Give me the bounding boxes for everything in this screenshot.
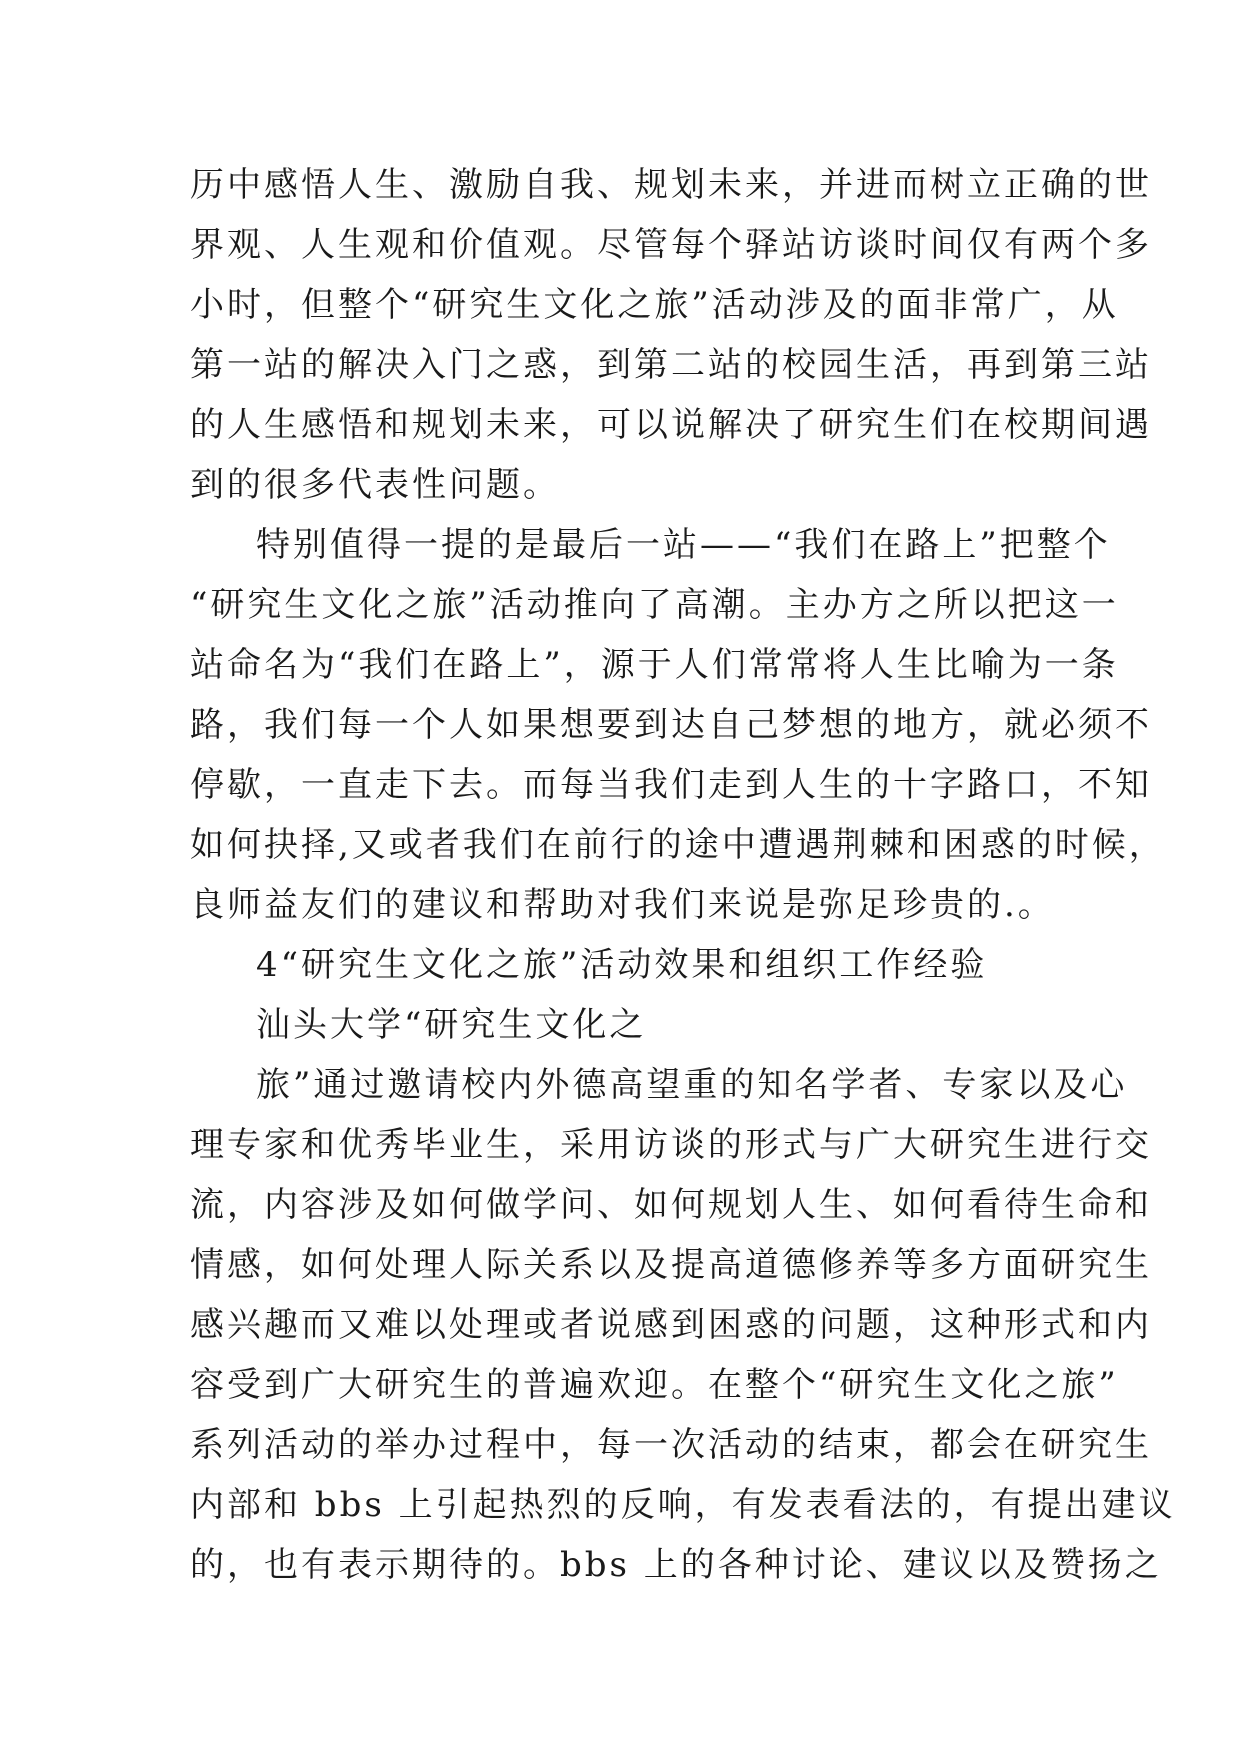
paragraph-first-line: 特别值得一提的是最后一站——“我们在路上”把整个 [256,525,1111,565]
text-line: 系列活动的举办过程中，每一次活动的结束，都会在研究生 [190,1425,1152,1465]
text-line: 容受到广大研究生的普遍欢迎。在整个“研究生文化之旅” [190,1365,1119,1405]
text-line: 情感，如何处理人际关系以及提高道德修养等多方面研究生 [190,1245,1152,1285]
text-line: 内部和 bbs 上引起热烈的反响，有发表看法的，有提出建议 [190,1485,1176,1525]
paragraph-first-line: 旅”通过邀请校内外德高望重的知名学者、专家以及心 [256,1065,1128,1105]
text-line: 界观、人生观和价值观。尽管每个驿站访谈时间仅有两个多 [190,225,1152,265]
body-text [190,155,1176,1595]
text-line: 的，也有表示期待的。bbs 上的各种讨论、建议以及赞扬之 [190,1545,1162,1585]
text-line: 流，内容涉及如何做学问、如何规划人生、如何看待生命和 [190,1185,1152,1225]
text-line: 站命名为“我们在路上”，源于人们常常将人生比喻为一条 [190,645,1119,685]
text-line: 停歇，一直走下去。而每当我们走到人生的十字路口，不知 [190,765,1152,805]
text-line: 如何抉择,又或者我们在前行的途中遭遇荆棘和困惑的时候， [190,825,1166,865]
text-line: 的人生感悟和规划未来，可以说解决了研究生们在校期间遇 [190,405,1152,445]
text-line: 感兴趣而又难以处理或者说感到困惑的问题，这种形式和内 [190,1305,1152,1345]
text-line: 良师益友们的建议和帮助对我们来说是弥足珍贵的.。 [190,885,1055,925]
text-line: 第一站的解决入门之惑，到第二站的校园生活，再到第三站 [190,345,1152,385]
text-line: 历中感悟人生、激励自我、规划未来，并进而树立正确的世 [190,165,1152,205]
text-line: “研究生文化之旅”活动推向了高潮。主办方之所以把这一 [190,585,1119,625]
text-line: 到的很多代表性问题。 [190,465,560,505]
paragraph-first-line: 汕头大学“研究生文化之 [256,1005,647,1045]
section-heading: 4“研究生文化之旅”活动效果和组织工作经验 [256,945,988,985]
text-line: 小时，但整个“研究生文化之旅”活动涉及的面非常广，从 [190,285,1119,325]
text-line: 路，我们每一个人如果想要到达自己梦想的地方，就必须不 [190,705,1152,745]
text-line: 理专家和优秀毕业生，采用访谈的形式与广大研究生进行交 [190,1125,1152,1165]
